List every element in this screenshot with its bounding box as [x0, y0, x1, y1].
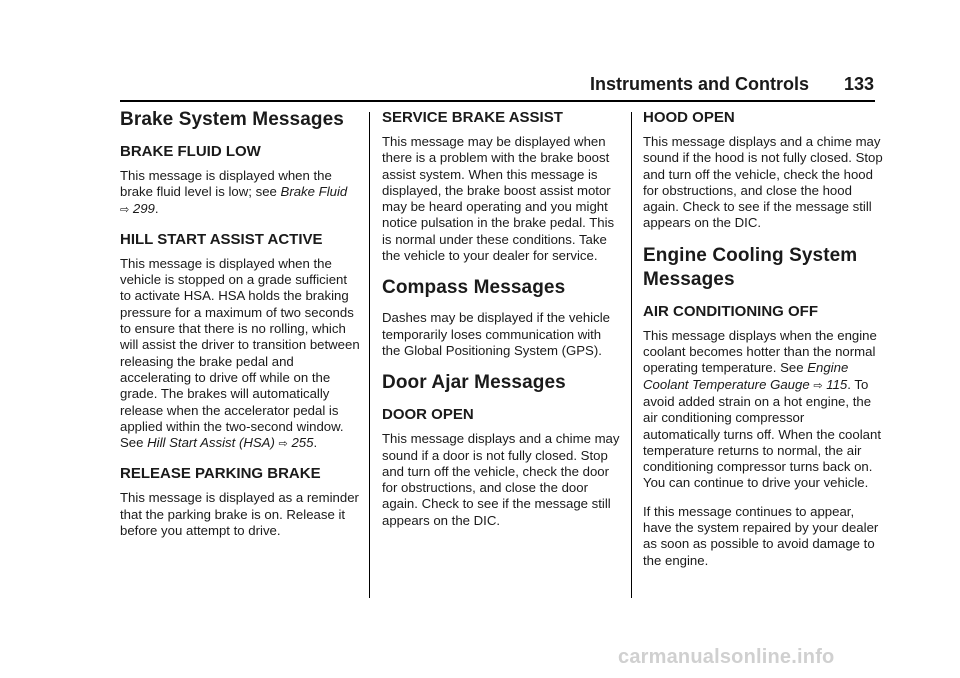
release-parking-brake-heading: RELEASE PARKING BRAKE — [120, 465, 321, 483]
air-conditioning-off-heading: AIR CONDITIONING OFF — [643, 302, 818, 320]
section-title: Instruments and Controls — [590, 74, 810, 94]
hood-open-text: This message displays and a chime may sound if the hood is not fully closed. Stop and turn off the vehicle, check the hood for obstructions, and close the hood again. Check to see if the message still appears on the DIC. — [643, 134, 883, 231]
watermark: carmanualsonline.info — [618, 646, 835, 668]
compass-messages-text: Dashes may be displayed if the vehicle temporarily loses communication with the Global Positioning System (GPS). — [382, 310, 610, 358]
service-brake-assist-heading: SERVICE BRAKE ASSIST — [382, 109, 563, 126]
column-3 — [643, 108, 883, 581]
hill-start-assist-heading: HILL START ASSIST ACTIVE — [120, 230, 323, 248]
air-conditioning-off-followup: If this message continues to appear, have the system repaired by your dealer as soon as possible to avoid damage to the engine. — [643, 503, 879, 568]
hood-open-heading: HOOD OPEN — [643, 109, 735, 126]
brake-fluid-low-heading: BRAKE FLUID LOW — [120, 143, 261, 160]
brake-fluid-low-text: This message is displayed when the brake fluid level is low; see Brake Fluid ⇨ 299. — [120, 168, 348, 216]
page-number: 133 — [843, 74, 874, 94]
hill-start-assist-text: This message is displayed when the vehicle is stopped on a grade sufficient to activate HSA. HSA holds the braking pressure for a maximum of two seconds to ensure that there is no rolling, which will assist the driver to transition between releasing the brake pedal and accelerating to drive off while on the grade. The brakes will automatically release when the accelerator pedal is applied within the two-second window. See Hill Start Assist (HSA) ⇨ 255. — [120, 255, 360, 451]
column-2 — [382, 108, 622, 541]
engine-coolant-gauge-link[interactable]: Engine Coolant Temperature Gauge ⇨ 115 — [643, 360, 849, 392]
column-divider-left — [369, 112, 370, 598]
door-open-text: This message displays and a chime may sound if a door is not fully closed. Stop and turn off the vehicle, check the door for obstructions, and close the door again. Check to see if the message still appears on the DIC. — [382, 431, 620, 528]
column-1 — [120, 108, 360, 551]
service-brake-assist-text: This message may be displayed when there is a problem with the brake boost assist system. When this message is displayed, the brake boost assist motor may be heard operating and you might notice pulsation in the brake pedal. This is normal under these conditions. Take the vehicle to your dealer for service. — [382, 134, 615, 264]
page-ref-arrow-icon: ⇨ — [813, 379, 823, 392]
page-ref-arrow-icon: ⇨ — [278, 438, 288, 451]
brake-fluid-link[interactable]: Brake Fluid ⇨ 299 — [120, 184, 348, 216]
release-parking-brake-text: This message is displayed as a reminder that the parking brake is on. Release it before you attempt to drive. — [120, 490, 359, 539]
compass-messages-title: Compass Messages — [382, 277, 566, 299]
column-divider-right — [631, 112, 632, 598]
door-ajar-title: Door Ajar Messages — [382, 372, 566, 394]
hill-start-assist-link[interactable]: Hill Start Assist (HSA) ⇨ 255 — [147, 435, 314, 451]
engine-cooling-title: Engine Cooling System Messages — [643, 244, 858, 290]
page-header — [588, 72, 874, 96]
page-ref-arrow-icon: ⇨ — [120, 203, 130, 216]
header-rule — [120, 100, 875, 102]
brake-system-title: Brake System Messages — [120, 109, 344, 130]
door-open-heading: DOOR OPEN — [382, 406, 474, 424]
air-conditioning-off-text: This message displays when the engine coolant becomes hotter than the normal operating temperature. See Engine Coolant Temperature Gauge ⇨ 115. To avoid added strain on a hot engine, the air conditioning compressor automatically turns off. When the coolant temperature returns to normal, the air conditioning compressor turns back on. You can continue to drive your vehicle. — [643, 327, 881, 491]
